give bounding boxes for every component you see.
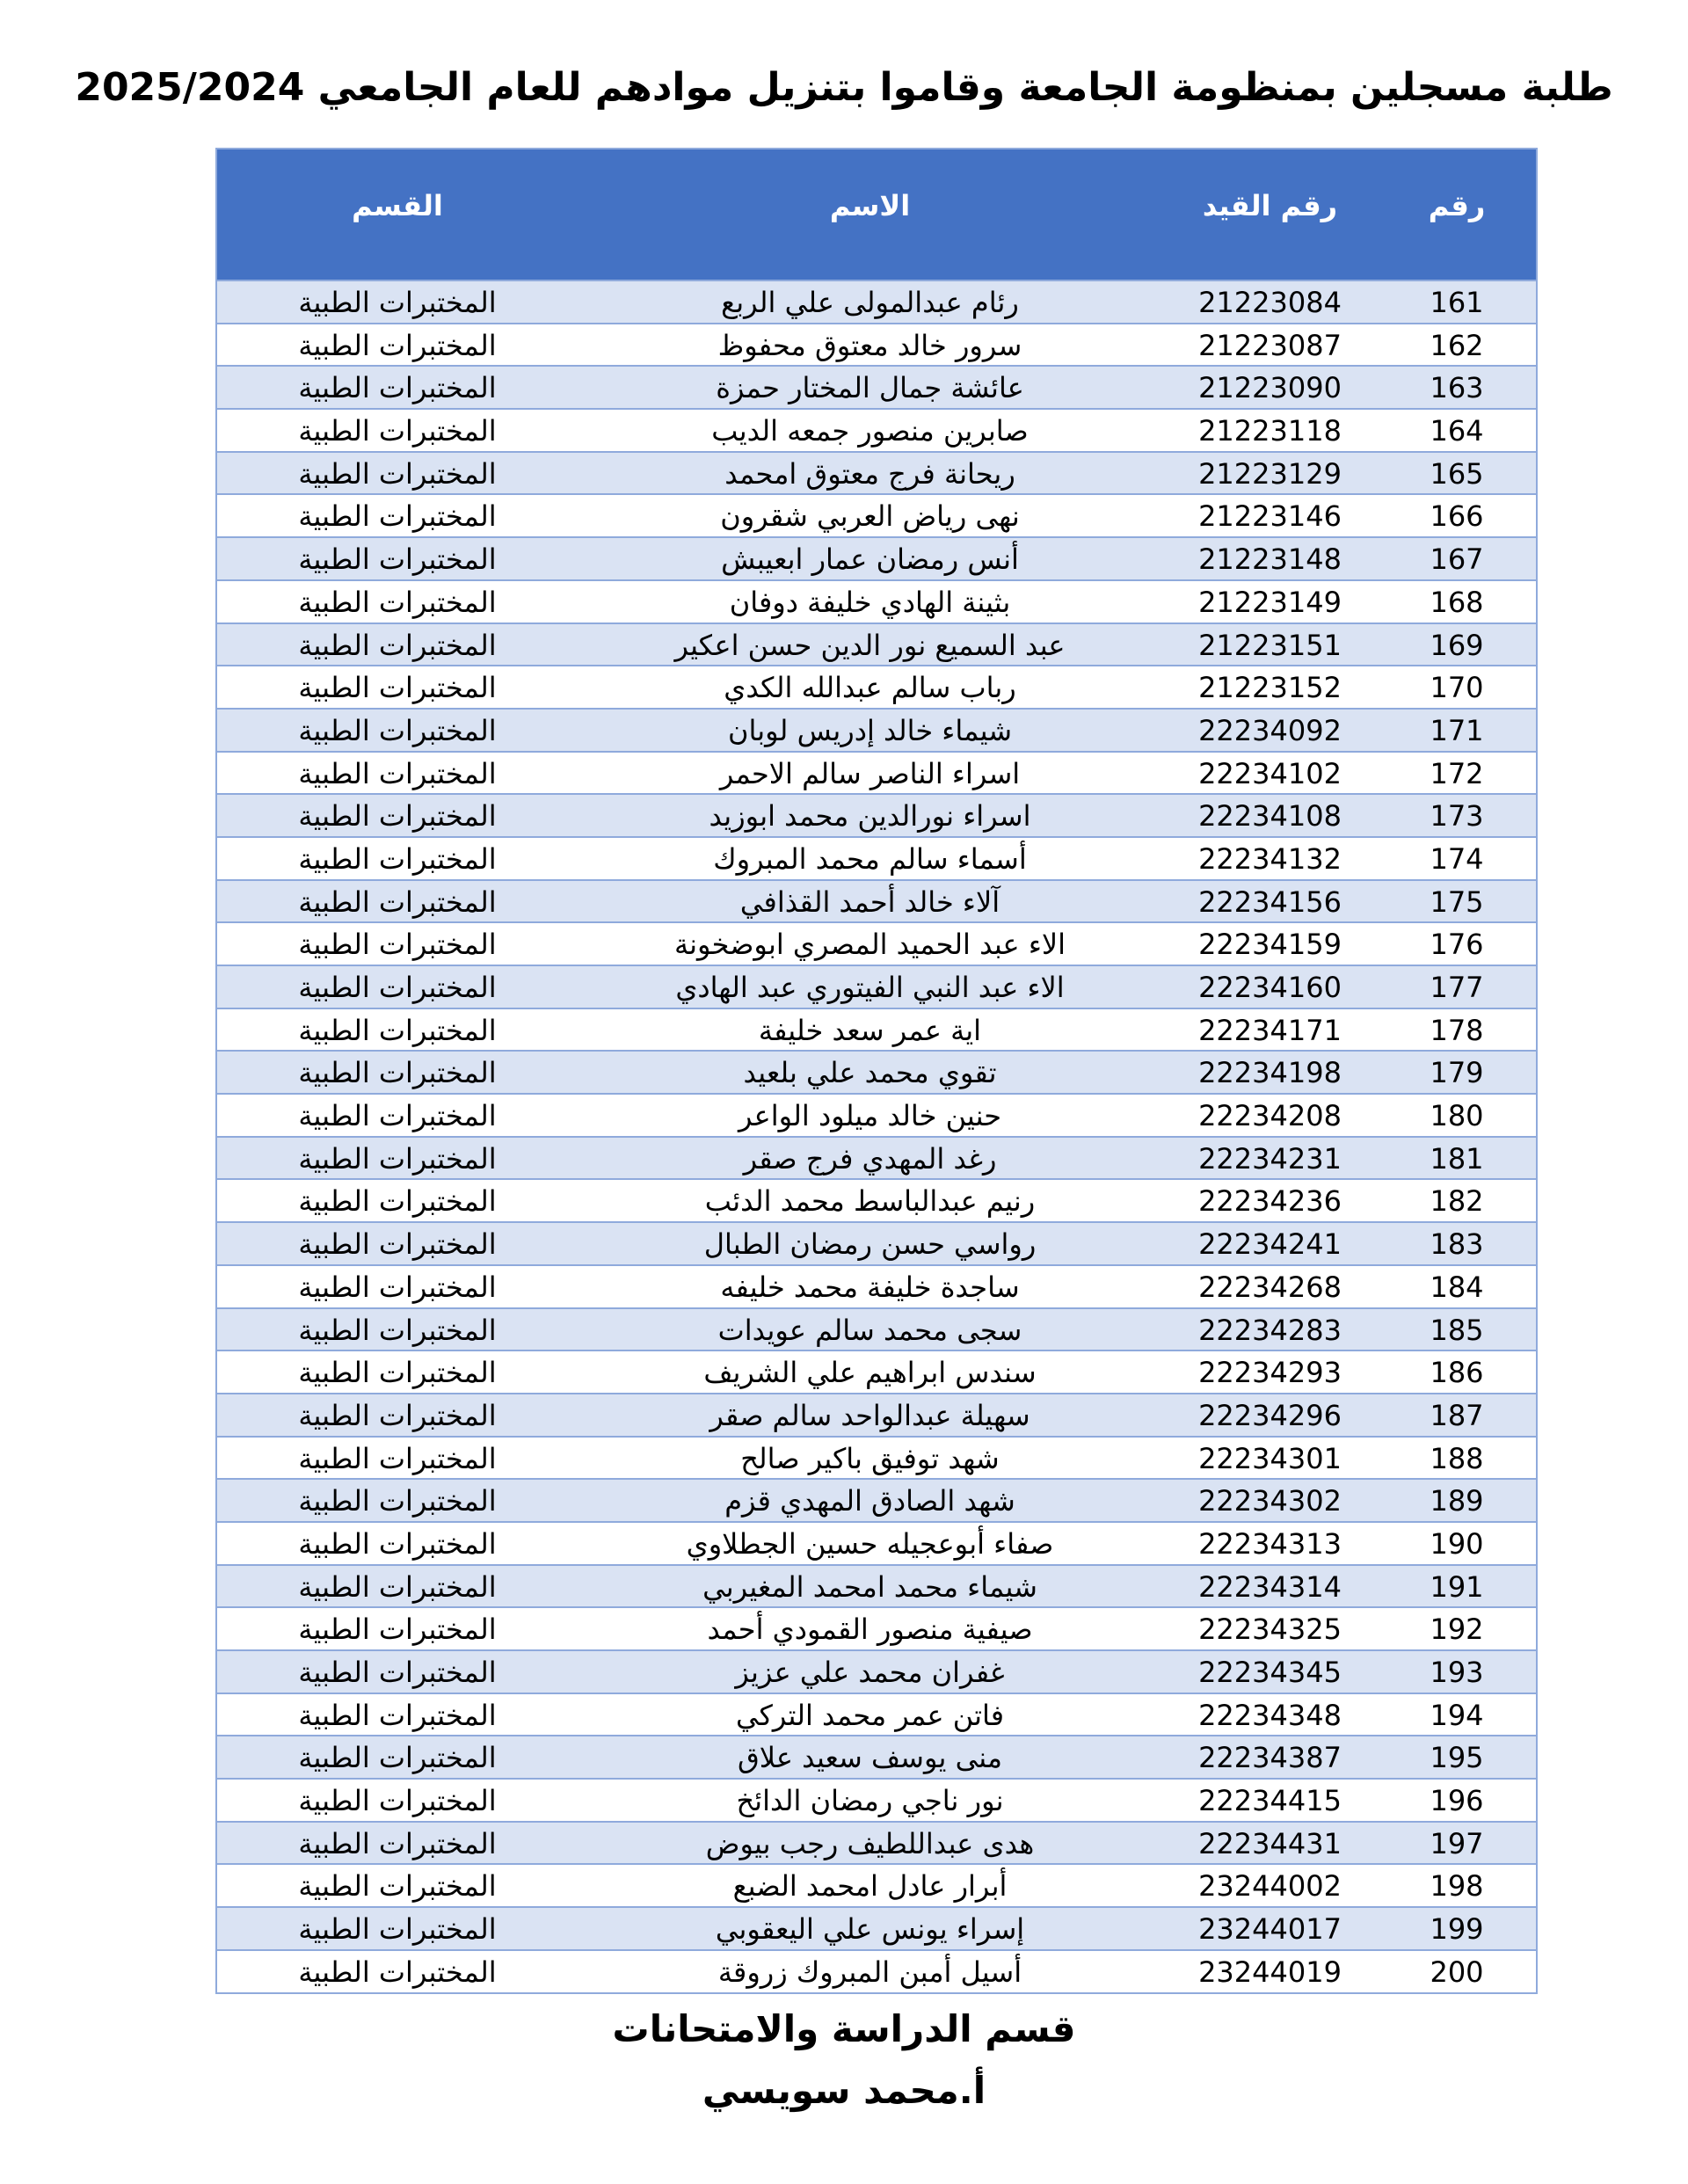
cell-name: آلاء خالد أحمد القذافي: [739, 885, 1000, 919]
cell-id: 21223151: [1198, 628, 1342, 662]
cell-id: 22234348: [1198, 1698, 1342, 1732]
cell-dept: المختبرات الطبية: [298, 1784, 497, 1818]
cell-id: 21223148: [1198, 542, 1342, 577]
table-row: [217, 579, 1536, 622]
cell-dept: المختبرات الطبية: [298, 1912, 497, 1947]
cell-name: نهى رياض العربي شقرون: [720, 499, 1020, 534]
cell-name: عبد السميع نور الدين حسن اعكير: [674, 628, 1066, 662]
cell-num: 189: [1430, 1484, 1484, 1518]
cell-dept: المختبرات الطبية: [298, 971, 497, 1004]
cell-name: الاء عبد النبي الفيتوري عبد الهادي: [675, 971, 1065, 1004]
cell-dept: المختبرات الطبية: [298, 1656, 497, 1689]
cell-dept: المختبرات الطبية: [298, 1526, 497, 1561]
cell-dept: المختبرات الطبية: [298, 1141, 497, 1176]
cell-num: 162: [1430, 328, 1484, 362]
cell-id: 22234092: [1198, 713, 1342, 747]
table-row: [217, 1606, 1536, 1649]
cell-dept: المختبرات الطبية: [298, 1356, 497, 1390]
cell-name: رباب سالم عبدالله الكدي: [724, 671, 1016, 705]
table-row: [217, 665, 1536, 708]
cell-dept: المختبرات الطبية: [298, 713, 497, 747]
cell-name: غفران محمد علي عزيز: [735, 1656, 1005, 1689]
table-row: [217, 708, 1536, 751]
cell-num: 172: [1430, 756, 1484, 790]
table-row: [217, 1649, 1536, 1693]
cell-id: 23244017: [1198, 1912, 1342, 1947]
table-row: [217, 1521, 1536, 1564]
cell-dept: المختبرات الطبية: [298, 542, 497, 577]
table-row: [217, 323, 1536, 366]
cell-num: 186: [1430, 1356, 1484, 1390]
cell-num: 167: [1430, 542, 1484, 577]
table-row: [217, 536, 1536, 579]
cell-id: 22234132: [1198, 841, 1342, 876]
cell-dept: المختبرات الطبية: [298, 1569, 497, 1604]
cell-name: شهد الصادق المهدي قزم: [724, 1484, 1015, 1518]
header-name: الاسم: [829, 189, 911, 222]
table-row: [217, 836, 1536, 879]
cell-dept: المختبرات الطبية: [298, 1313, 497, 1347]
cell-name: فاتن عمر محمد التركي: [735, 1698, 1005, 1732]
cell-name: رواسي حسن رمضان الطبال: [703, 1227, 1037, 1262]
table-row: [217, 921, 1536, 965]
cell-num: 174: [1430, 841, 1484, 876]
cell-name: شيماء خالد إدريس لوبان: [727, 713, 1013, 747]
table-row: [217, 1693, 1536, 1736]
table-row: [217, 1136, 1536, 1179]
cell-id: 21223090: [1198, 371, 1342, 405]
table-row: [217, 493, 1536, 536]
cell-id: 22234268: [1198, 1270, 1342, 1304]
cell-dept: المختبرات الطبية: [298, 1613, 497, 1647]
cell-id: 22234301: [1198, 1441, 1342, 1475]
header-dept: القسم: [352, 189, 443, 222]
cell-num: 187: [1430, 1398, 1484, 1432]
cell-id: 23244002: [1198, 1869, 1342, 1904]
cell-name: اسراء نورالدين محمد ابوزيد: [709, 799, 1031, 834]
cell-num: 183: [1430, 1227, 1484, 1262]
cell-name: ريحانة فرج معتوق امحمد: [724, 456, 1015, 491]
cell-dept: المختبرات الطبية: [298, 1869, 497, 1904]
cell-num: 191: [1430, 1569, 1484, 1604]
table-row: [217, 965, 1536, 1008]
cell-id: 22234236: [1198, 1184, 1342, 1219]
cell-dept: المختبرات الطبية: [298, 328, 497, 362]
cell-id: 22234241: [1198, 1227, 1342, 1262]
cell-num: 161: [1430, 286, 1484, 319]
cell-name: سندس ابراهيم علي الشريف: [703, 1356, 1037, 1390]
table-row: [217, 1436, 1536, 1479]
cell-dept: المختبرات الطبية: [298, 1484, 497, 1518]
cell-num: 198: [1430, 1869, 1484, 1904]
table-row: [217, 793, 1536, 836]
cell-id: 22234171: [1198, 1013, 1342, 1047]
table-row: [217, 1050, 1536, 1093]
cell-id: 22234293: [1198, 1356, 1342, 1390]
cell-name: رغد المهدي فرج صقر: [743, 1141, 997, 1176]
header-id: رقم القيد: [1202, 189, 1338, 222]
cell-dept: المختبرات الطبية: [298, 1270, 497, 1304]
cell-id: 21223146: [1198, 499, 1342, 534]
cell-id: 22234160: [1198, 971, 1342, 1004]
cell-name: شهد توفيق باكير صالح: [740, 1441, 1000, 1475]
cell-name: أسيل أمبن المبروك زروقة: [717, 1955, 1022, 1989]
cell-id: 22234296: [1198, 1398, 1342, 1432]
cell-dept: المختبرات الطبية: [298, 371, 497, 405]
cell-id: 22234198: [1198, 1056, 1342, 1090]
cell-id: 21223118: [1198, 414, 1342, 448]
cell-dept: المختبرات الطبية: [298, 1741, 497, 1775]
cell-id: 22234108: [1198, 799, 1342, 834]
cell-name: حنين خالد ميلود الواعر: [738, 1099, 1002, 1133]
cell-name: صابرين منصور جمعه الديب: [711, 414, 1029, 448]
cell-num: 173: [1430, 799, 1484, 834]
cell-dept: المختبرات الطبية: [298, 1398, 497, 1432]
table-row: [217, 365, 1536, 408]
cell-name: بثينة الهادي خليفة دوفان: [729, 585, 1011, 619]
cell-id: 22234387: [1198, 1741, 1342, 1775]
cell-num: 169: [1430, 628, 1484, 662]
cell-name: تقوي محمد علي بلعيد: [743, 1056, 997, 1090]
cell-id: 21223084: [1198, 286, 1342, 319]
table-row: [217, 1008, 1536, 1051]
cell-id: 22234325: [1198, 1613, 1342, 1647]
cell-dept: المختبرات الطبية: [298, 585, 497, 619]
cell-name: رنيم عبدالباسط محمد الدئب: [704, 1184, 1036, 1219]
cell-name: أنس رمضان عمار ابعيبش: [721, 542, 1019, 577]
table-row: [217, 1264, 1536, 1307]
cell-num: 185: [1430, 1313, 1484, 1347]
cell-name: اية عمر سعد خليفة: [758, 1013, 982, 1047]
cell-num: 200: [1430, 1955, 1484, 1989]
cell-num: 168: [1430, 585, 1484, 619]
cell-num: 179: [1430, 1056, 1484, 1090]
cell-dept: المختبرات الطبية: [298, 1099, 497, 1133]
table-row: [217, 1350, 1536, 1393]
cell-num: 170: [1430, 671, 1484, 705]
cell-id: 22234431: [1198, 1826, 1342, 1860]
table-row: [217, 1393, 1536, 1436]
cell-dept: المختبرات الطبية: [298, 841, 497, 876]
cell-dept: المختبرات الطبية: [298, 671, 497, 705]
cell-name: إسراء يونس علي اليعقوبي: [715, 1912, 1025, 1947]
table-header: [217, 149, 1536, 280]
cell-dept: المختبرات الطبية: [298, 1441, 497, 1475]
cell-name: نور ناجي رمضان الدائخ: [736, 1784, 1004, 1818]
table-row: [217, 1821, 1536, 1864]
table-row: [217, 1178, 1536, 1221]
table-row: [217, 1863, 1536, 1906]
cell-name: اسراء الناصر سالم الاحمر: [719, 756, 1021, 790]
footer-signatory: أ.محمد سويسي: [702, 2069, 986, 2112]
cell-id: 22234231: [1198, 1141, 1342, 1176]
header-num: رقم: [1428, 189, 1486, 222]
cell-num: 197: [1430, 1826, 1484, 1860]
cell-id: 22234345: [1198, 1656, 1342, 1689]
cell-num: 177: [1430, 971, 1484, 1004]
cell-id: 21223149: [1198, 585, 1342, 619]
cell-name: صفاء أبوعجيله حسين الجطلاوي: [686, 1526, 1054, 1561]
table-row: [217, 1949, 1536, 1992]
table-row: [217, 1564, 1536, 1607]
cell-id: 22234156: [1198, 885, 1342, 919]
cell-dept: المختبرات الطبية: [298, 1227, 497, 1262]
cell-dept: المختبرات الطبية: [298, 1698, 497, 1732]
cell-num: 180: [1430, 1099, 1484, 1133]
table-row: [217, 751, 1536, 794]
cell-id: 23244019: [1198, 1955, 1342, 1989]
table-row: [217, 1906, 1536, 1949]
cell-dept: المختبرات الطبية: [298, 928, 497, 962]
cell-num: 171: [1430, 713, 1484, 747]
cell-dept: المختبرات الطبية: [298, 1056, 497, 1090]
cell-num: 175: [1430, 885, 1484, 919]
cell-dept: المختبرات الطبية: [298, 414, 497, 448]
cell-dept: المختبرات الطبية: [298, 456, 497, 491]
cell-num: 195: [1430, 1741, 1484, 1775]
cell-dept: المختبرات الطبية: [298, 286, 497, 319]
cell-id: 21223087: [1198, 328, 1342, 362]
cell-num: 178: [1430, 1013, 1484, 1047]
table-row: [217, 280, 1536, 323]
cell-id: 22234102: [1198, 756, 1342, 790]
table-row: [217, 1478, 1536, 1521]
cell-id: 22234302: [1198, 1484, 1342, 1518]
table-body: [217, 280, 1536, 1992]
cell-num: 190: [1430, 1526, 1484, 1561]
table-row: [217, 451, 1536, 494]
cell-id: 22234314: [1198, 1569, 1342, 1604]
table-row: [217, 408, 1536, 451]
table-row: [217, 1778, 1536, 1821]
cell-num: 196: [1430, 1784, 1484, 1818]
cell-name: عائشة جمال المختار حمزة: [716, 371, 1024, 405]
cell-dept: المختبرات الطبية: [298, 756, 497, 790]
cell-dept: المختبرات الطبية: [298, 1955, 497, 1989]
cell-name: سرور خالد معتوق محفوظ: [717, 328, 1022, 362]
cell-dept: المختبرات الطبية: [298, 799, 497, 834]
cell-dept: المختبرات الطبية: [298, 1013, 497, 1047]
cell-dept: المختبرات الطبية: [298, 628, 497, 662]
cell-dept: المختبرات الطبية: [298, 1184, 497, 1219]
table-row: [217, 1307, 1536, 1350]
table-row: [217, 1093, 1536, 1136]
cell-dept: المختبرات الطبية: [298, 885, 497, 919]
document-title: طلبة مسجلين بمنظومة الجامعة وقاموا بتنزيل موادهم للعام الجامعي 2025/2024: [75, 65, 1613, 110]
cell-num: 184: [1430, 1270, 1484, 1304]
cell-id: 22234159: [1198, 928, 1342, 962]
cell-num: 192: [1430, 1613, 1484, 1647]
cell-num: 163: [1430, 371, 1484, 405]
cell-num: 166: [1430, 499, 1484, 534]
cell-num: 164: [1430, 414, 1484, 448]
cell-num: 176: [1430, 928, 1484, 962]
cell-id: 22234283: [1198, 1313, 1342, 1347]
cell-num: 165: [1430, 456, 1484, 491]
cell-num: 182: [1430, 1184, 1484, 1219]
cell-num: 188: [1430, 1441, 1484, 1475]
cell-id: 21223152: [1198, 671, 1342, 705]
cell-id: 22234313: [1198, 1526, 1342, 1561]
footer-department: قسم الدراسة والامتحانات: [612, 2007, 1076, 2050]
table-row: [217, 1221, 1536, 1264]
cell-name: ساجدة خليفة محمد خليفه: [720, 1270, 1020, 1304]
cell-name: صيفية منصور القمودي أحمد: [707, 1613, 1033, 1647]
cell-num: 199: [1430, 1912, 1484, 1947]
cell-name: منى يوسف سعيد علاق: [737, 1741, 1003, 1775]
table-row: [217, 1735, 1536, 1778]
cell-name: هدى عبداللطيف رجب بيوض: [705, 1826, 1035, 1860]
cell-name: الاء عبد الحميد المصري ابوضخونة: [673, 928, 1066, 962]
students-table: [215, 148, 1538, 1994]
cell-name: سجى محمد سالم عويدات: [717, 1313, 1022, 1347]
cell-dept: المختبرات الطبية: [298, 499, 497, 534]
cell-name: شيماء محمد امحمد المغيربي: [702, 1569, 1037, 1604]
table-row: [217, 622, 1536, 666]
cell-dept: المختبرات الطبية: [298, 1826, 497, 1860]
cell-id: 22234208: [1198, 1099, 1342, 1133]
cell-num: 194: [1430, 1698, 1484, 1732]
cell-id: 22234415: [1198, 1784, 1342, 1818]
cell-name: أسماء سالم محمد المبروك: [713, 841, 1027, 876]
cell-num: 181: [1430, 1141, 1484, 1176]
cell-name: أبرار عادل امحمد الضبع: [732, 1869, 1008, 1904]
cell-id: 21223129: [1198, 456, 1342, 491]
table-row: [217, 879, 1536, 922]
cell-num: 193: [1430, 1656, 1484, 1689]
cell-name: سهيلة عبدالواحد سالم صقر: [709, 1398, 1030, 1432]
cell-name: رئام عبدالمولى علي الربع: [721, 286, 1019, 319]
